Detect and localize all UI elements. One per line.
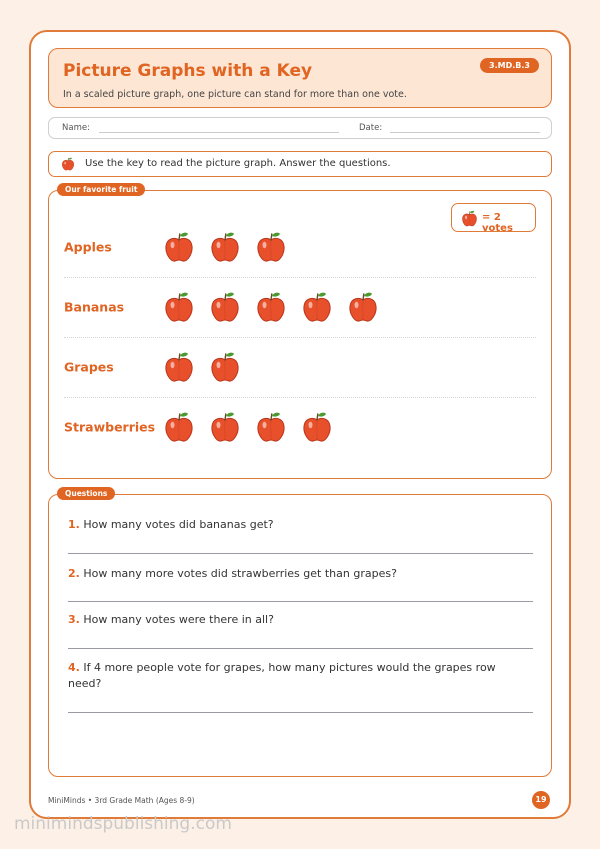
fruit-label: Strawberries	[64, 419, 156, 435]
question-text: How many votes did bananas get?	[83, 518, 274, 531]
page-title: Picture Graphs with a Key	[63, 61, 313, 81]
graph-row-strawberries	[64, 397, 536, 457]
answer-line-4[interactable]	[68, 712, 533, 713]
name-date-row	[48, 117, 552, 139]
apple-icon	[61, 157, 75, 171]
apple-icon	[256, 411, 286, 443]
picture-set	[164, 411, 332, 443]
instruction-text: Use the key to read the picture graph. Answer the questions.	[85, 158, 391, 169]
question-number: 1.	[68, 518, 80, 531]
question-number: 2.	[68, 567, 80, 580]
question-text: If 4 more people vote for grapes, how many pictures would the grapes row need?	[68, 661, 496, 690]
fruit-label: Grapes	[64, 359, 114, 375]
question-3	[68, 612, 528, 628]
apple-icon	[210, 411, 240, 443]
apple-icon	[302, 411, 332, 443]
apple-icon	[164, 411, 194, 443]
header-banner	[48, 48, 552, 108]
apple-icon	[164, 291, 194, 323]
graph-title-tag: Our favorite fruit	[57, 183, 145, 196]
question-number: 3.	[68, 613, 80, 626]
watermark: minimindspublishing.com	[14, 814, 232, 834]
standard-badge: 3.MD.B.3	[480, 58, 539, 73]
key-text: = 2 votes	[482, 212, 513, 234]
apple-icon	[256, 231, 286, 263]
question-text: How many more votes did strawberries get than grapes?	[83, 567, 397, 580]
footer-text: MiniMinds • 3rd Grade Math (Ages 8-9)	[48, 796, 195, 805]
answer-line-3[interactable]	[68, 648, 533, 649]
question-1	[68, 517, 528, 533]
name-field[interactable]	[99, 132, 339, 133]
question-2	[68, 566, 528, 582]
name-label: Name:	[62, 123, 90, 133]
picture-set	[164, 231, 286, 263]
question-text: How many votes were there in all?	[83, 613, 274, 626]
apple-icon	[164, 351, 194, 383]
questions-tag: Questions	[57, 487, 115, 500]
page-subtitle: In a scaled picture graph, one picture can stand for more than one vote.	[63, 89, 407, 100]
apple-icon	[210, 291, 240, 323]
question-4	[68, 660, 528, 692]
graph-row-grapes	[64, 337, 536, 397]
picture-set	[164, 291, 378, 323]
page-number: 19	[532, 791, 550, 809]
answer-line-2[interactable]	[68, 601, 533, 602]
apple-icon	[348, 291, 378, 323]
date-label: Date:	[359, 123, 383, 133]
graph-row-bananas	[64, 277, 536, 337]
graph-row-apples	[64, 217, 536, 277]
picture-set	[164, 351, 240, 383]
apple-icon	[210, 231, 240, 263]
questions-section	[48, 494, 552, 777]
fruit-label: Bananas	[64, 299, 125, 315]
answer-line-1[interactable]	[68, 553, 533, 554]
question-number: 4.	[68, 661, 80, 674]
date-field[interactable]	[390, 132, 540, 133]
apple-icon	[164, 231, 194, 263]
apple-icon	[210, 351, 240, 383]
instruction-box	[48, 151, 552, 177]
apple-icon	[256, 291, 286, 323]
apple-icon	[302, 291, 332, 323]
fruit-label: Apples	[64, 239, 112, 255]
